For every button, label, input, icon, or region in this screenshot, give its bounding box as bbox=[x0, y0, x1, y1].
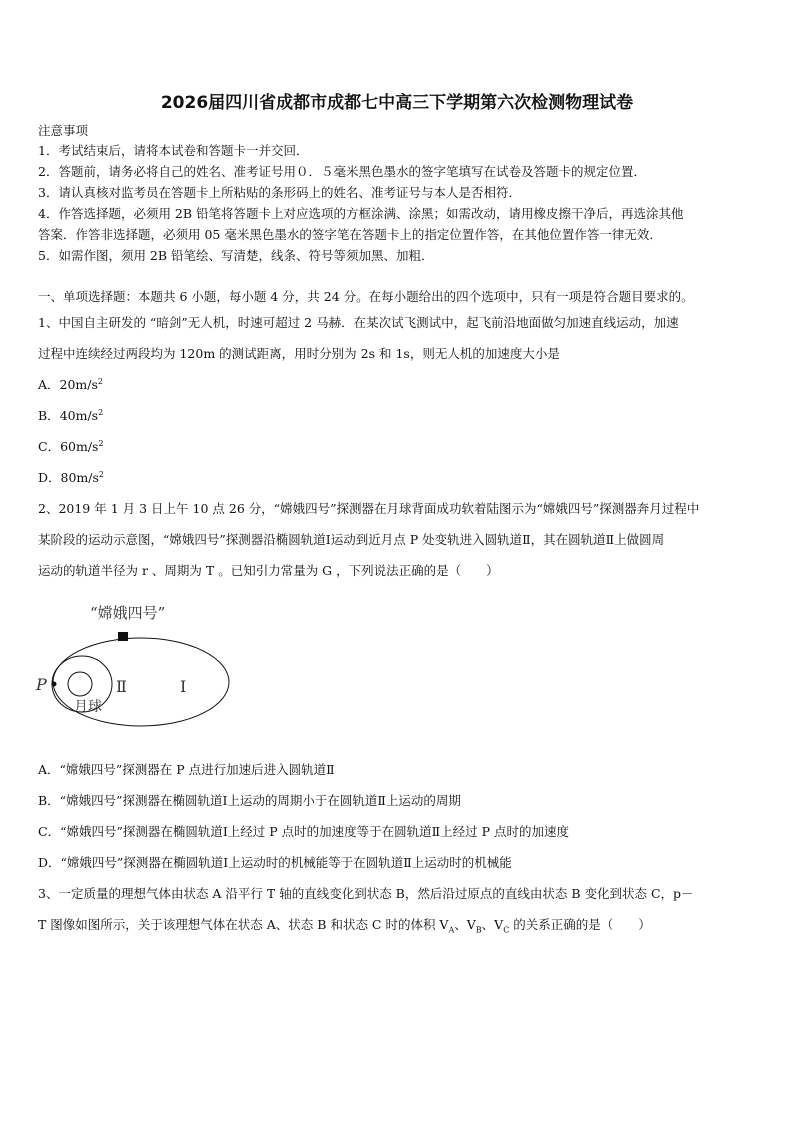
notice-heading: 注意事项 bbox=[38, 123, 89, 138]
notice-item-5: 5．如需作图，须用 2B 铅笔绘、写清楚，线条、符号等须加黑、加粗． bbox=[38, 248, 434, 263]
q3-stem-line2 bbox=[38, 915, 651, 935]
section-heading: 一、单项选择题：本题共 6 小题，每小题 4 分，共 24 分。在每小题给出的四个选项中，只有一项是符合题目要求的。 bbox=[38, 289, 694, 304]
separator: 、V bbox=[481, 917, 504, 932]
q1-option-a bbox=[38, 375, 103, 393]
moon-circle bbox=[68, 672, 92, 696]
option-label: D． bbox=[38, 470, 61, 485]
q2-stem-line2: 某阶段的运动示意图，“嫦娥四号”探测器沿椭圆轨道Ⅰ运动到近月点 P 处变轨进入圆轨道Ⅱ，其在圆轨道Ⅱ上做圆周 bbox=[38, 532, 665, 547]
option-exponent: 2 bbox=[98, 469, 105, 479]
option-label: A． bbox=[38, 377, 60, 392]
q1-stem-line1: 1、中国自主研发的 “暗剑”无人机，时速可超过 2 马赫．在某次试飞测试中，起飞前沿地面做匀加速直线运动，加速 bbox=[38, 315, 679, 330]
q3-stem-text: T 图像如图所示，关于该理想气体在状态 A、状态 B 和状态 C 时的体积 V bbox=[38, 917, 449, 932]
orbit-svg bbox=[30, 598, 230, 728]
notice-item-1: 1．考试结束后，请将本试卷和答题卡一并交回． bbox=[38, 143, 309, 158]
q2-stem-line1: 2、2019 年 1 月 3 日上午 10 点 26 分，“嫦娥四号”探测器在月球背面成功软着陆图示为“嫦娥四号”探测器奔月过程中 bbox=[38, 501, 700, 516]
volume-b-subscript: B bbox=[475, 925, 482, 935]
q3-stem-line1: 3、一定质量的理想气体由状态 A 沿平行 T 轴的直线变化到状态 B，然后沿过原点的直线由状态 B 变化到状态 C，p－ bbox=[38, 886, 694, 901]
volume-a-subscript: A bbox=[448, 925, 455, 935]
option-exponent: 2 bbox=[97, 376, 104, 386]
point-p-label: P bbox=[36, 675, 47, 694]
separator: 、V bbox=[454, 917, 476, 932]
volume-c-subscript: C bbox=[503, 925, 510, 935]
q2-option-b: B．“嫦娥四号”探测器在椭圆轨道Ⅰ上运动的周期小于在圆轨道Ⅱ上运动的周期 bbox=[38, 793, 461, 808]
exam-title: 2026届四川省成都市成都七中高三下学期第六次检测物理试卷 bbox=[160, 93, 634, 113]
option-exponent: 2 bbox=[98, 407, 104, 417]
orbit-2-label: Ⅱ bbox=[116, 677, 127, 696]
option-value: 40m/s bbox=[59, 408, 99, 423]
option-value: 20m/s bbox=[59, 377, 98, 392]
q1-stem-line2: 过程中连续经过两段均为 120m 的测试距离，用时分别为 2s 和 1s，则无人机的加速度大小是 bbox=[38, 346, 560, 361]
q2-option-c: C．“嫦娥四号”探测器在椭圆轨道Ⅰ上经过 P 点时的加速度等于在圆轨道Ⅱ上经过 P 点时的加速度 bbox=[38, 824, 569, 839]
q1-option-c bbox=[38, 437, 104, 455]
q2-stem-line3: 运动的轨道半径为 r 、周期为 T 。已知引力常量为 G ，下列说法正确的是（ ） bbox=[38, 563, 499, 578]
probe-label: “嫦娥四号” bbox=[90, 604, 166, 622]
probe-icon bbox=[118, 632, 128, 641]
q1-option-b bbox=[38, 406, 103, 424]
option-label: B． bbox=[38, 408, 60, 423]
notice-item-4: 4．作答选择题，必须用 2B 铅笔将答题卡上对应选项的方框涂满、涂黑；如需改动，请用橡皮擦干净后，再选涂其他 bbox=[38, 206, 684, 221]
option-label: C． bbox=[38, 439, 61, 454]
option-value: 80m/s bbox=[60, 470, 99, 485]
notice-item-4-cont: 答案．作答非选择题，必须用 05 毫米黑色墨水的签字笔在答题卡上的指定位置作答，在其他位置作答一律无效． bbox=[38, 227, 662, 242]
moon-label: 月球 bbox=[74, 699, 102, 715]
q2-option-d: D．“嫦娥四号”探测器在椭圆轨道Ⅰ上运动时的机械能等于在圆轨道Ⅱ上运动时的机械能 bbox=[38, 855, 512, 870]
orbit-1-label: Ⅰ bbox=[180, 677, 187, 696]
notice-item-2: 2．答题前，请务必将自己的姓名、准考证号用０．５毫米黑色墨水的签字笔填写在试卷及答题卡的规定位置． bbox=[38, 164, 646, 179]
option-exponent: 2 bbox=[98, 438, 104, 448]
orbit-diagram bbox=[30, 598, 230, 728]
q3-stem-end: 的关系正确的是（ ） bbox=[509, 917, 651, 932]
option-value: 60m/s bbox=[60, 439, 99, 454]
q1-option-d bbox=[38, 468, 104, 486]
notice-item-3: 3．请认真核对监考员在答题卡上所粘贴的条形码上的姓名、准考证号与本人是否相符． bbox=[38, 185, 521, 200]
q2-option-a: A．“嫦娥四号”探测器在 P 点进行加速后进入圆轨道Ⅱ bbox=[38, 762, 335, 777]
point-p-dot bbox=[52, 682, 57, 687]
